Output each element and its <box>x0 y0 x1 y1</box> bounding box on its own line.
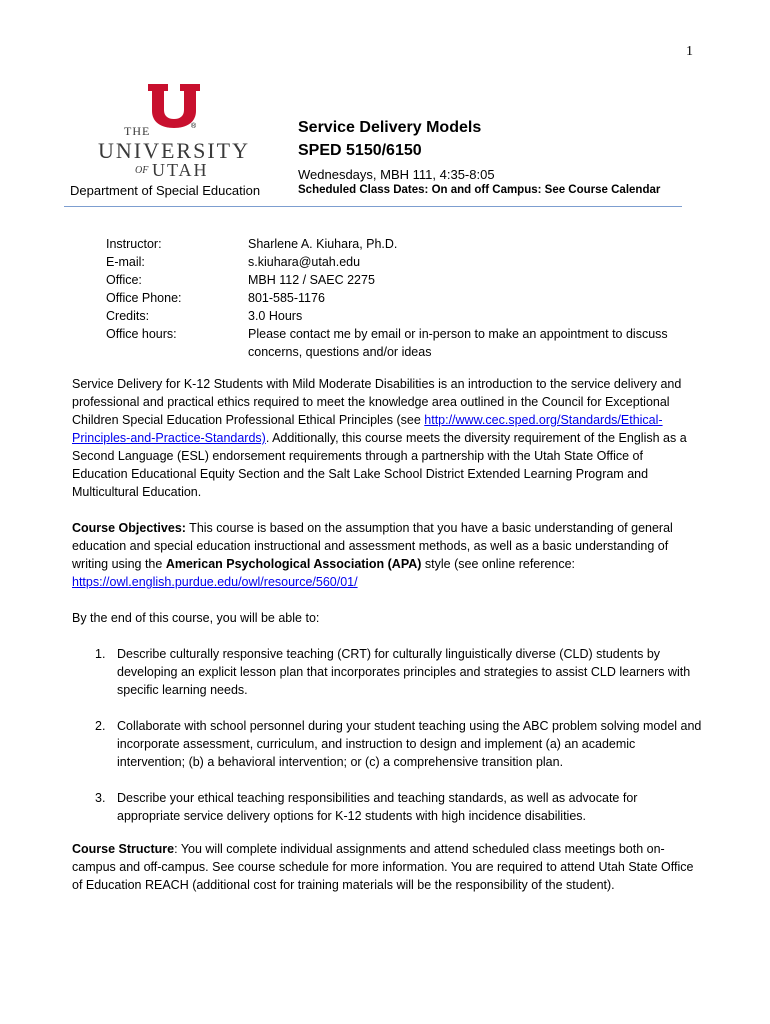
by-end-statement: By the end of this course, you will be able to: <box>72 611 320 625</box>
university-of-utah-logo <box>92 84 252 180</box>
department-name: Department of Special Education <box>70 183 261 198</box>
info-row <box>106 235 686 253</box>
info-value: Sharlene A. Kiuhara, Ph.D. <box>248 237 398 251</box>
structure-heading: Course Structure <box>72 842 175 856</box>
course-title: Service Delivery Models <box>298 119 482 136</box>
email-value[interactable]: s.kiuhara@utah.edu <box>248 255 361 269</box>
scheduled-dates: Scheduled Class Dates: On and off Campus: See Course Calendar <box>298 184 661 196</box>
page-number: 1 <box>686 44 693 59</box>
objectives-heading: Course Objectives: <box>72 521 186 535</box>
info-value: 3.0 Hours <box>248 309 303 323</box>
apa-text: American Psychological Association (APA) <box>165 557 422 571</box>
info-label: Office hours: <box>106 327 177 341</box>
info-label: E-mail: <box>106 255 145 269</box>
course-code: SPED 5150/6150 <box>298 142 422 159</box>
info-value: MBH 112 / SAEC 2275 <box>248 273 375 287</box>
list-number: 2. <box>95 719 106 733</box>
objectives-text: This course is based on the assumption that you have a basic understanding of general education and special education instructional and assessment methods, as well as a basic understanding of writing using the <box>72 521 673 571</box>
course-description <box>72 375 702 501</box>
meeting-time: Wednesdays, MBH 111, 4:35-8:05 <box>298 167 495 182</box>
list-item <box>72 789 702 825</box>
info-label: Office Phone: <box>106 291 182 305</box>
logo-the: THE <box>124 124 151 138</box>
info-label: Credits: <box>106 309 150 323</box>
info-row <box>106 289 686 307</box>
intro-text-continued: . Additionally, this course meets the diversity requirement of the English as a Second Language (ESL) endorsement requirements through a partnership with the Utah State Office of Education Educational Equity Section and the Salt Lake School District Extended Learning Program and Multicultural Education. <box>72 431 687 499</box>
logo-registered-mark: ® <box>191 123 197 130</box>
block-u-icon <box>148 84 200 128</box>
course-structure <box>72 840 702 894</box>
list-item <box>72 717 702 771</box>
info-label: Office: <box>106 273 142 287</box>
list-number: 3. <box>95 791 106 805</box>
list-text: Describe culturally responsive teaching (CRT) for culturally linguistically diverse (CLD) students by developing an explicit lesson plan that incorporates principles and strategies to assist CLD learners with specific learning needs. <box>117 647 691 697</box>
header-divider <box>64 206 682 207</box>
structure-text: : You will complete individual assignments and attend scheduled class meetings both on-campus and off-campus. See course schedule for more information. You are required to attend Utah State Office of Education REACH (additional cost for training materials will be the responsibility of the student). <box>72 842 694 892</box>
objectives-list <box>72 645 702 843</box>
purdue-owl-link[interactable]: https://owl.english.purdue.edu/owl/resource/560/01/ <box>72 575 358 589</box>
logo-university: UNIVERSITY <box>98 138 250 163</box>
info-value: Please contact me by email or in-person to make an appointment to discuss concerns, questions and/or ideas <box>248 327 668 359</box>
intro-text: Service Delivery for K-12 Students with Mild Moderate Disabilities is an introduction to the service delivery and professional and practical ethics required to meet the knowledge area outlined in the Council for Exceptional Children Special Education Professional Ethical Principles (see <box>72 377 682 427</box>
instructor-info <box>106 235 686 361</box>
info-value: 801-585-1176 <box>248 291 325 305</box>
objectives-text-continued: style (see online reference: <box>421 557 575 571</box>
info-label: Instructor: <box>106 237 162 251</box>
info-row <box>106 253 686 271</box>
info-row <box>106 325 686 361</box>
list-number: 1. <box>95 647 106 661</box>
logo-utah: UTAH <box>152 160 209 180</box>
info-row <box>106 271 686 289</box>
course-objectives <box>72 519 702 591</box>
info-row <box>106 307 686 325</box>
cec-standards-link[interactable]: http://www.cec.sped.org/Standards/Ethical-Principles-and-Practice-Standards) <box>72 413 663 445</box>
logo-of: OF <box>135 165 149 176</box>
list-text: Collaborate with school personnel during your student teaching using the ABC problem solving model and incorporate assessment, curriculum, and instruction to design and implement (a) an academic intervention; (b) a behavioral intervention; or (c) a comprehensive transition plan. <box>117 719 702 769</box>
list-item <box>72 645 702 699</box>
list-text: Describe your ethical teaching responsibilities and teaching standards, as well as advocate for appropriate service delivery options for K-12 students with high incidence disabilities. <box>117 791 638 823</box>
